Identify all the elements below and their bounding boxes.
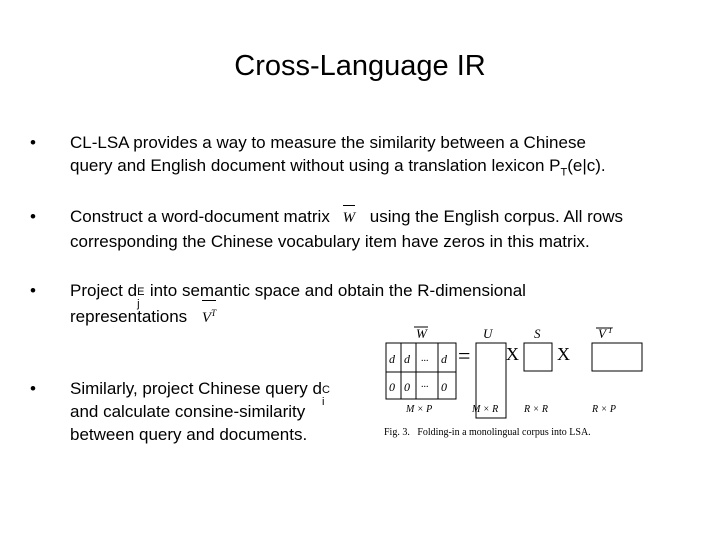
bullet-marker: • [30,281,36,300]
cell-d1: d [389,352,395,366]
cell-d2: d [404,352,410,366]
bullet-3-line-1: Project d E j into semantic space and obtain the R-dimensional [70,281,526,310]
times-sign-1: X [506,344,519,364]
folding-in-figure [380,325,680,445]
cell-zero-2: 0 [404,380,410,394]
matrix-diagram [380,325,680,445]
cell-zero-3: 0 [441,380,447,394]
bullet-2-line-1: Construct a word-document matrix W using the English corpus. All rows [70,205,690,230]
w-matrix-symbol: W [343,207,356,230]
dim-label-u: M × R [472,404,499,415]
vt-matrix-box [592,343,642,371]
bullet-marker: • [30,133,36,152]
times-sign-2: X [557,344,570,364]
bullet-4-line-3: between query and documents. [70,425,308,444]
bullet-marker: • [30,379,36,398]
bullet-item-2 [30,205,690,255]
v-transpose-symbol: $V^T$ [202,302,216,330]
cell-ellipsis-bottom: ... [421,379,429,390]
bullet-1-line-2: query and English document without using a translation lexicon $P_T(e|c)$. [70,156,606,179]
dim-label-w: M × P [406,404,433,415]
bullet-1-line-1: CL-LSA provides a way to measure the similarity between a Chinese [70,133,586,152]
equals-sign: = [458,343,471,368]
cell-zero-1: 0 [389,380,395,394]
cell-dn: d [441,352,447,366]
label-vt-sup: T [608,326,613,335]
dim-label-vt: R × P [592,404,616,415]
label-u: U [483,326,493,341]
bullet-3-line-2: representations $V^T$ [70,302,690,330]
label-s: S [534,326,541,341]
bullet-item-4 [30,377,390,457]
cell-ellipsis-top: ... [421,353,429,364]
slide-title: Cross-Language IR [234,50,486,82]
bullet-item-1 [30,131,690,181]
dim-label-s: R × R [524,404,548,415]
s-matrix-box [524,343,552,371]
label-vt: V [598,326,606,341]
bullet-2-line-2: corresponding the Chinese vocabulary item have zeros in this matrix. [70,232,590,251]
label-w: W [416,326,427,341]
bullet-marker: • [30,207,36,226]
bullet-4-line-2: and calculate consine-similarity [70,402,306,421]
bullet-4-line-1: Similarly, project Chinese query d C i [70,379,330,408]
bullet-item-3 [30,279,690,329]
figure-caption: Fig. 3. Folding-in a monolingual corpus into LSA. [384,427,591,438]
